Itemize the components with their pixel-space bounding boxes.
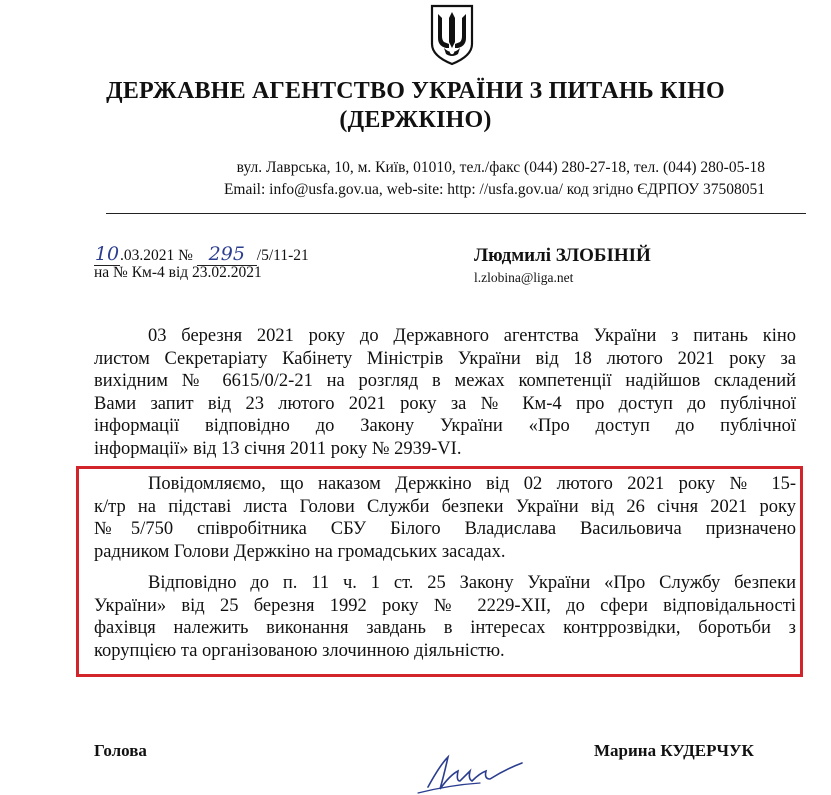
date-day-blank xyxy=(94,243,120,266)
paragraph-1-line: вихідним № 6615/0/2-21 на розгляд в межах компетенції надійшов складений xyxy=(94,371,796,391)
paragraph-1-line: Вами запит від 23 лютого 2021 року за № Км-4 про доступ до публічної xyxy=(94,393,796,414)
number-blank xyxy=(197,243,257,266)
paragraph-1-line: інформації відповідно до Закону України «Про доступ до публічної xyxy=(94,416,796,436)
signatory-name: Марина КУДЕРЧУК xyxy=(594,741,754,760)
agency-name-line1: ДЕРЖАВНЕ АГЕНТСТВО УКРАЇНИ З ПИТАНЬ КІНО xyxy=(106,78,725,104)
paragraph-3-line: Відповідно до п. 11 ч. 1 ст. 25 Закону України «Про Службу безпеки xyxy=(148,573,796,593)
paragraph-1-line: інформації» від 13 січня 2011 року № 2939-VI. xyxy=(94,438,462,459)
paragraph-3-line: корупцією та організованою злочинною діяльністю. xyxy=(94,640,505,661)
header-divider xyxy=(106,213,806,214)
agency-name-line2: (ДЕРЖКІНО) xyxy=(339,107,492,133)
paragraph-3-line: фахівця належить виконання завдань в інтересах контррозвідки, боротьби з xyxy=(94,618,796,638)
paragraph-3-line: України» від 25 березня 1992 року № 2229-XII, до сфери відповідальності xyxy=(94,595,796,616)
paragraph-2-line: Повідомляємо, що наказом Держкіно від 02 лютого 2021 року № 15- xyxy=(148,474,796,494)
coat-of-arms-icon xyxy=(428,4,476,66)
paragraph-2 xyxy=(94,473,796,563)
paragraph-2-line: к/тр на підставі листа Голови Служби безпеки України від 26 січня 2021 року xyxy=(94,496,796,517)
handwritten-number: 295 xyxy=(208,243,245,265)
outgoing-reference xyxy=(94,243,309,266)
paragraph-1-line: листом Секретаріату Кабінету Міністрів України від 18 лютого 2021 року за xyxy=(94,348,796,369)
paragraph-1-line: 03 березня 2021 року до Державного агентства України з питань кіно xyxy=(148,326,796,346)
handwritten-signature-icon xyxy=(410,735,530,795)
date-month-year: .03.2021 № xyxy=(120,247,193,264)
handwritten-day: 10 xyxy=(94,243,120,265)
paragraph-2-line: радником Голови Держкіно на громадських засадах. xyxy=(94,541,506,562)
paragraph-1 xyxy=(94,325,796,460)
addressee-name: Людмилі ЗЛОБІНІЙ xyxy=(474,245,651,266)
addressee-email: l.zlobina@liga.net xyxy=(474,270,574,285)
number-suffix: /5/11-21 xyxy=(256,247,309,264)
signatory-title: Голова xyxy=(94,741,147,760)
in-reply-to: на № Км-4 від 23.02.2021 xyxy=(94,264,262,281)
agency-address: вул. Лаврська, 10, м. Київ, 01010, тел./факс (044) 280-27-18, тел. (044) 280-05-18 xyxy=(236,159,765,176)
agency-email-web: Email: info@usfa.gov.ua, web-site: http: //usfa.gov.ua/ код згідно ЄДРПОУ 37508051 xyxy=(223,181,765,198)
paragraph-2-line: №5/750 співробітника СБУ Білого Владислава Васильовича призначено xyxy=(94,519,796,539)
paragraph-3 xyxy=(94,572,796,662)
